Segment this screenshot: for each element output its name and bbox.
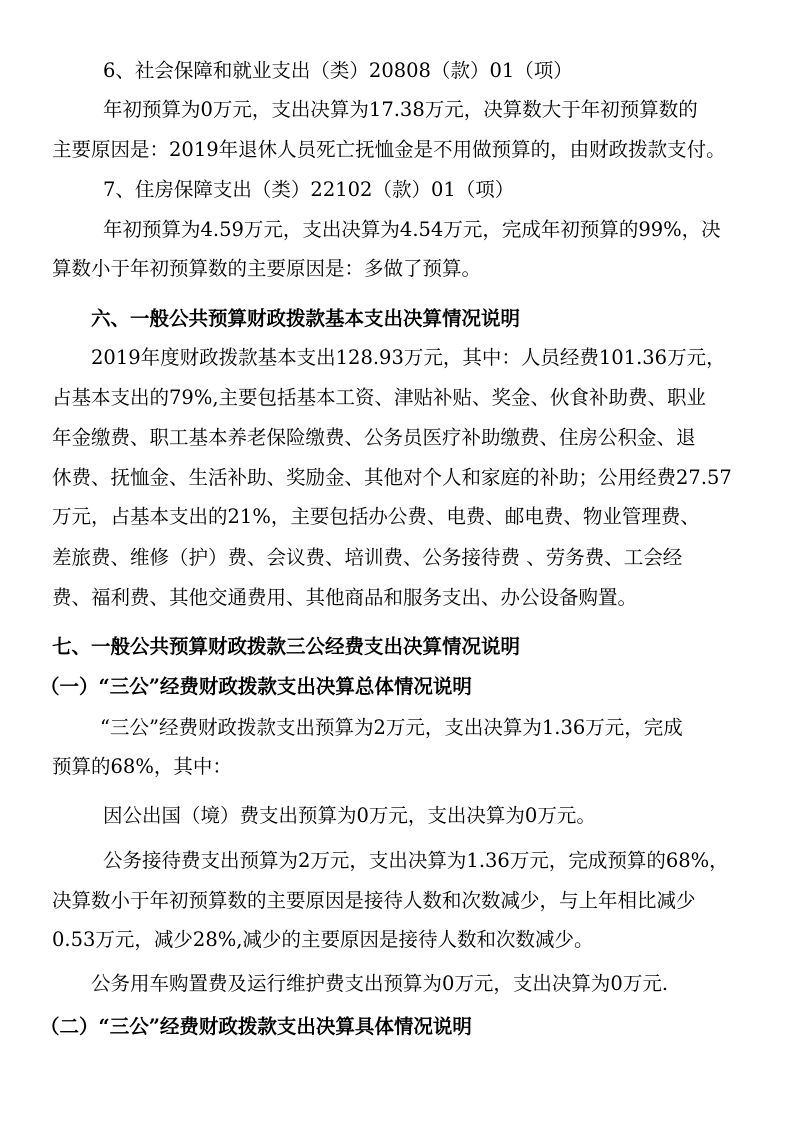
paragraph-line: 预算的68%，其中： — [52, 755, 232, 778]
paragraph-line: 公务接待费支出预算为2万元，支出决算为1.36万元，完成预算的68%， — [103, 849, 729, 872]
paragraph-line: 年初预算为4.59万元，支出决算为4.54万元，完成年初预算的99%，决 — [103, 218, 721, 241]
subsection-heading-two: （二）“三公”经费财政拨款支出决算具体情况说明 — [40, 1015, 472, 1038]
paragraph-line: 年初预算为0万元，支出决算为17.38万元，决算数大于年初预算数的 — [103, 98, 698, 121]
paragraph-line: 年金缴费、职工基本养老保险缴费、公务员医疗补助缴费、住房公积金、退 — [52, 426, 696, 449]
paragraph-line: 万元，占基本支出的21%，主要包括办公费、电费、邮电费、物业管理费、 — [52, 505, 700, 528]
paragraph-line: 费、福利费、其他交通费用、其他商品和服务支出、办公设备购置。 — [52, 586, 638, 609]
paragraph-line: 公务用车购置费及运行维护费支出预算为0万元，支出决算为0万元. — [91, 972, 669, 995]
section-heading-six: 六、一般公共预算财政拨款基本支出决算情况说明 — [91, 307, 521, 330]
heading-item-6: 6、社会保障和就业支出（类）20808（款）01（项） — [103, 59, 573, 82]
paragraph-line: “三公”经费财政拨款支出预算为2万元，支出决算为1.36万元，完成 — [100, 716, 683, 739]
paragraph-line: 休费、抚恤金、生活补助、奖励金、其他对个人和家庭的补助；公用经费27.57 — [52, 466, 732, 489]
paragraph-line: 差旅费、维修（护）费、会议费、培训费、公务接待费 、劳务费、工会经 — [52, 546, 683, 569]
heading-item-7: 7、住房保障支出（类）22102（款）01（项） — [103, 178, 515, 201]
paragraph-line: 占基本支出的79%,主要包括基本工资、津贴补贴、奖金、伙食补助费、职业 — [52, 386, 707, 409]
paragraph-line: 0.53万元，减少28%,减少的主要原因是接待人数和次数减少。 — [52, 928, 594, 951]
section-heading-seven: 七、一般公共预算财政拨款三公经费支出决算情况说明 — [52, 635, 521, 658]
paragraph-line: 因公出国（境）费支出预算为0万元，支出决算为0万元。 — [103, 804, 596, 827]
paragraph-line: 2019年度财政拨款基本支出128.93万元，其中：人员经费101.36万元， — [91, 346, 726, 369]
paragraph-line: 算数小于年初预算数的主要原因是：多做了预算。 — [52, 257, 482, 280]
paragraph-line: 主要原因是：2019年退休人员死亡抚恤金是不用做预算的，由财政拨款支付。 — [52, 138, 726, 161]
paragraph-line: 决算数小于年初预算数的主要原因是接待人数和次数减少，与上年相比减少 — [52, 889, 696, 912]
subsection-heading-one: （一）“三公”经费财政拨款支出决算总体情况说明 — [40, 675, 472, 698]
